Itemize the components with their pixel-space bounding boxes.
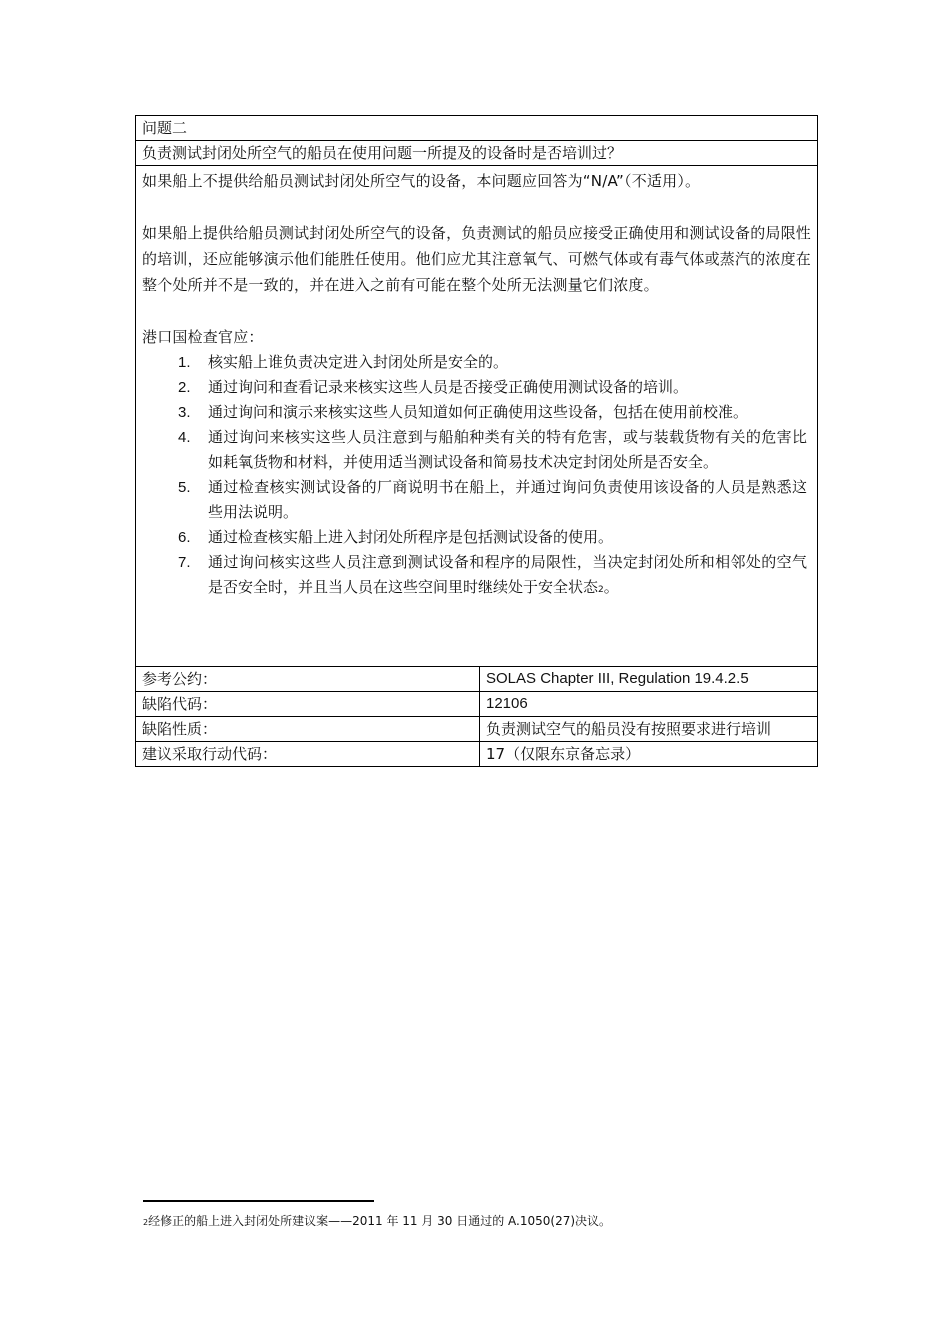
question-subtitle-row [136,141,818,166]
question-title: 问题二 [136,116,818,141]
guidance-cell [136,166,818,667]
convention-value: SOLAS Chapter III, Regulation 19.4.2.5 [480,667,818,692]
guidance-paragraph-training: 如果船上提供给船员测试封闭处所空气的设备，负责测试的船员应接受正确使用和测试设备的局限性的培训，还应能够演示他们能胜任使用。他们应尤其注意氧气、可燃气体或有毒气体或蒸汽的浓度在整个处所并不是一致的，并在进入之前有可能在整个处所无法测量它们浓度。 [142,224,812,294]
list-item: 7. 通过询问核实这些人员注意到测试设备和程序的局限性，当决定封闭处所和相邻处的空气是否安全时，并且当人员在这些空间里时继续处于安全状态2。 [178,553,808,596]
list-item: 5. 通过检查核实测试设备的厂商说明书在船上，并通过询问负责使用该设备的人员是熟悉这些用法说明。 [178,478,808,521]
paragraph-gap [142,194,811,220]
action-code-row [136,742,818,767]
deficiency-code-value: 12106 [480,692,818,717]
list-item: 4. 通过询问来核实这些人员注意到与船舶种类有关的特有危害，或与装载货物有关的危害比如耗氧货物和材料，并使用适当测试设备和简易技术决定封闭处所是否安全。 [178,428,808,471]
footnote-text: 经修正的船上进入封闭处所建议案——2011 年 11 月 30 日通过的 A.1050(27)决议。 [148,1214,612,1228]
paragraph-gap [142,298,811,324]
list-item: 3. 通过询问和演示来核实这些人员知道如何正确使用这些设备，包括在使用前校准。 [178,403,749,421]
list-item: 1. 核实船上谁负责决定进入封闭处所是安全的。 [178,353,509,371]
action-code-label: 建议采取行动代码： [136,742,480,767]
question-subtitle: 负责测试封闭处所空气的船员在使用问题一所提及的设备时是否培训过？ [136,141,818,166]
inspection-question-table [135,115,818,767]
list-item: 2. 通过询问和查看记录来核实这些人员是否接受正确使用测试设备的培训。 [178,378,689,396]
action-code-value: 17（仅限东京备忘录） [480,742,818,767]
footnote-separator [143,1200,374,1202]
deficiency-code-row [136,692,818,717]
guidance-paragraph-na: 如果船上不提供给船员测试封闭处所空气的设备，本问题应回答为“N/A”（不适用）。 [142,172,701,190]
convention-row [136,667,818,692]
guidance-row [136,166,818,667]
deficiency-nature-label: 缺陷性质： [136,717,480,742]
question-title-row [136,116,818,141]
footnote-reference: 2 [598,585,604,595]
footnote [143,1212,611,1232]
psc-intro: 港口国检查官应： [142,328,264,346]
deficiency-nature-row [136,717,818,742]
list-item: 6. 通过检查核实船上进入封闭处所程序是包括测试设备的使用。 [178,528,614,546]
deficiency-code-label: 缺陷代码： [136,692,480,717]
footnote-mark: 2 [143,1218,149,1227]
psc-check-list [142,350,811,603]
convention-label: 参考公约： [136,667,480,692]
deficiency-nature-value: 负责测试空气的船员没有按照要求进行培训 [480,717,818,742]
